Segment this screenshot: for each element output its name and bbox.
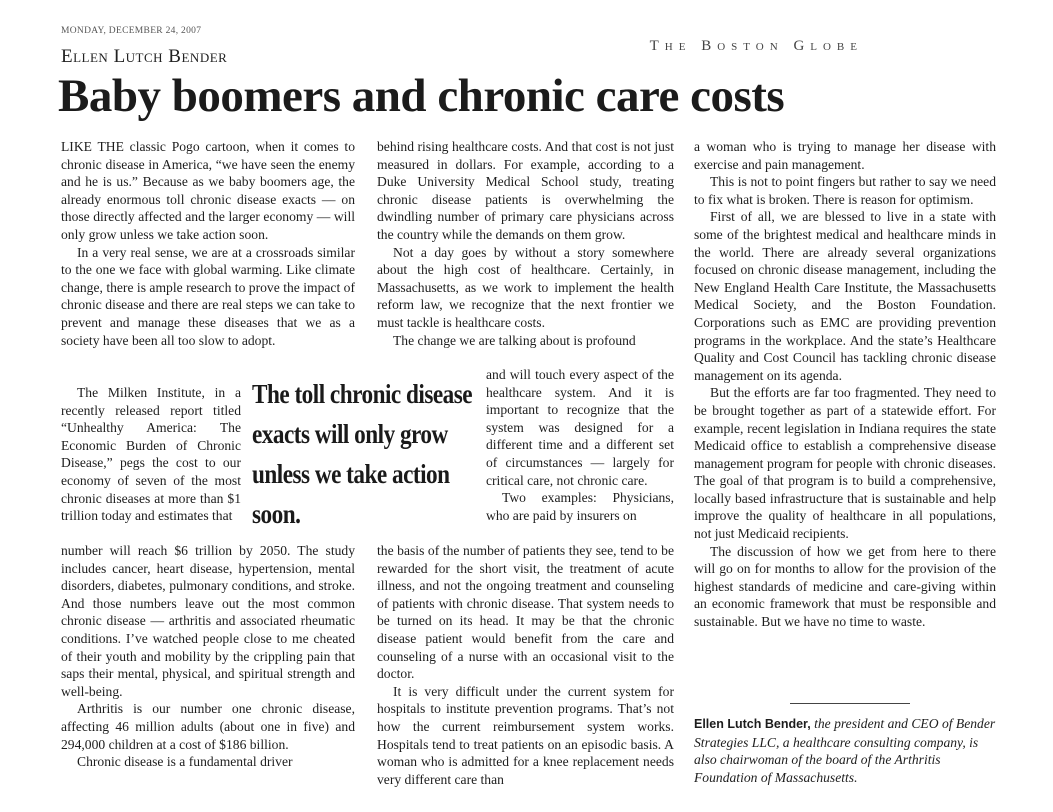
paragraph: and will touch every aspect of the healthcare system. And it is important to recognize that the system was designed for a different time and a different set of circumstances — largely for critical care, not chronic care. <box>486 367 674 488</box>
paragraph: The discussion of how we get from here to there will go on for months to allow for the provision of the highest standards of medicine and care-giving within an economic framework that must be responsible and sustainable. But we have no time to waste. <box>694 543 996 630</box>
column-1-top <box>61 138 355 349</box>
paragraph: Chronic disease is a fundamental driver <box>77 754 293 770</box>
column-3 <box>694 138 996 631</box>
column-2-bottom <box>377 542 674 788</box>
paragraph: number will reach $6 trillion by 2050. The study includes cancer, heart disease, hypertension, mental disorders, diabetes, pulmonary conditions, and stroke. And those numbers leave out the most common chronic disease — arthritis and associated rheumatic conditions. I’ve watched people close to me cheated of their youth and mobility by the crippling pain that saps their mental, physical, and spiritual strength and well-being. <box>61 543 355 699</box>
paragraph: It is very difficult under the current system for hospitals to institute prevention programs. That’s not how the current reimbursement system works. Hospitals tend to treat patients on an episodic basis. A woman who is admitted for a knee replacement needs very different care than <box>377 683 674 787</box>
divider-rule <box>790 703 910 704</box>
column-2-top <box>377 138 674 349</box>
author-bio <box>694 715 996 786</box>
paragraph: a woman who is trying to manage her disease with exercise and pain management. <box>694 139 996 172</box>
bio-description: the president and CEO of Bender Strategies LLC, a healthcare consulting company, is also chairwoman of the board of the Arthritis Foundation of Massachusetts. <box>694 716 996 785</box>
publication-date: MONDAY, DECEMBER 24, 2007 <box>61 26 202 36</box>
paragraph: In a very real sense, we are at a crossroads similar to the one we face with global warming. Like climate change, there is ample research to prove the impact of chronic disease and there are real steps we can take to prevent and manage these diseases that we as a society have been all too slow to adopt. <box>61 244 355 348</box>
column-1-narrow <box>61 384 241 525</box>
pull-quote: The toll chronic disease exacts will only grow unless we take action soon. <box>252 379 473 529</box>
paragraph: behind rising healthcare costs. And that cost is not just measured in dollars. For example, according to a Duke University Medical School study, treating chronic disease patients is overwhelming the dwindling number of primary care physicians across the country while the demands on them grow. <box>377 139 674 242</box>
paragraph: First of all, we are blessed to live in a state with some of the brightest medical and healthcare minds in the world. There are already several organizations focused on chronic disease management, including the New England Health Care Institute, the Massachusetts Medical Society, and the Boston Foundation. Corporations such as EMC are providing prevention programs in the workplace. And the state’s Healthcare Quality and Cost Council has tackling chronic disease management on its agenda. <box>694 209 996 383</box>
article-headline: Baby boomers and chronic care costs <box>58 70 785 122</box>
bio-author-name: Ellen Lutch Bender, <box>694 717 811 731</box>
paragraph: the basis of the number of patients they see, tend to be rewarded for the short visit, the treatment of acute illness, and not the ongoing treatment and counseling of patients with chronic disease. That system needs to be turned on its head. It may be that the chronic disease patient would benefit from the care and counseling of a nurse with an occasional visit to the doctor. <box>377 543 674 682</box>
paragraph: Arthritis is our number one chronic disease, affecting 46 million adults (about one in five) and 294,000 children at a cost of $186 billion. <box>61 701 355 752</box>
paragraph: The change we are talking about is profound <box>393 332 636 348</box>
newspaper-masthead: The Boston Globe <box>649 38 863 54</box>
paragraph: LIKE THE classic Pogo cartoon, when it comes to chronic disease in America, “we have seen the enemy and he is us.” Because as we baby boomers age, the already enormous toll chronic disease exacts — on those directly affected and the larger economy — will only grow unless we take action soon. <box>61 139 355 242</box>
paragraph: This is not to point fingers but rather to say we need to fix what is broken. There is reason for optimism. <box>694 174 996 207</box>
column-2-narrow <box>486 366 674 524</box>
paragraph: The Milken Institute, in a recently released report titled “Unhealthy America: The Economic Burden of Chronic Disease,” pegs the cost to our economy of seven of the most chronic diseases at more than $1 trillion today and estimates that <box>61 385 241 524</box>
paragraph: Not a day goes by without a story somewhere about the high cost of healthcare. Certainly, in Massachusetts, as we work to implement the health reform law, we recognize that the next frontier we must tackle is healthcare costs. <box>377 244 674 330</box>
column-1-bottom <box>61 542 355 771</box>
author-byline: Ellen Lutch Bender <box>61 46 228 67</box>
paragraph: But the efforts are far too fragmented. They need to be brought together as part of a statewide effort. For example, recent legislation in Indiana requires the state Medicaid office to establish a comprehensive disease management program for people with chronic diseases. The goal of that program is to build a comprehensive, locally based infrastructure that is sustainable and help improve the quality of healthcare in all populations, not just Medicaid recipients. <box>694 385 996 542</box>
paragraph: Two examples: Physicians, who are paid by insurers on <box>486 490 674 523</box>
